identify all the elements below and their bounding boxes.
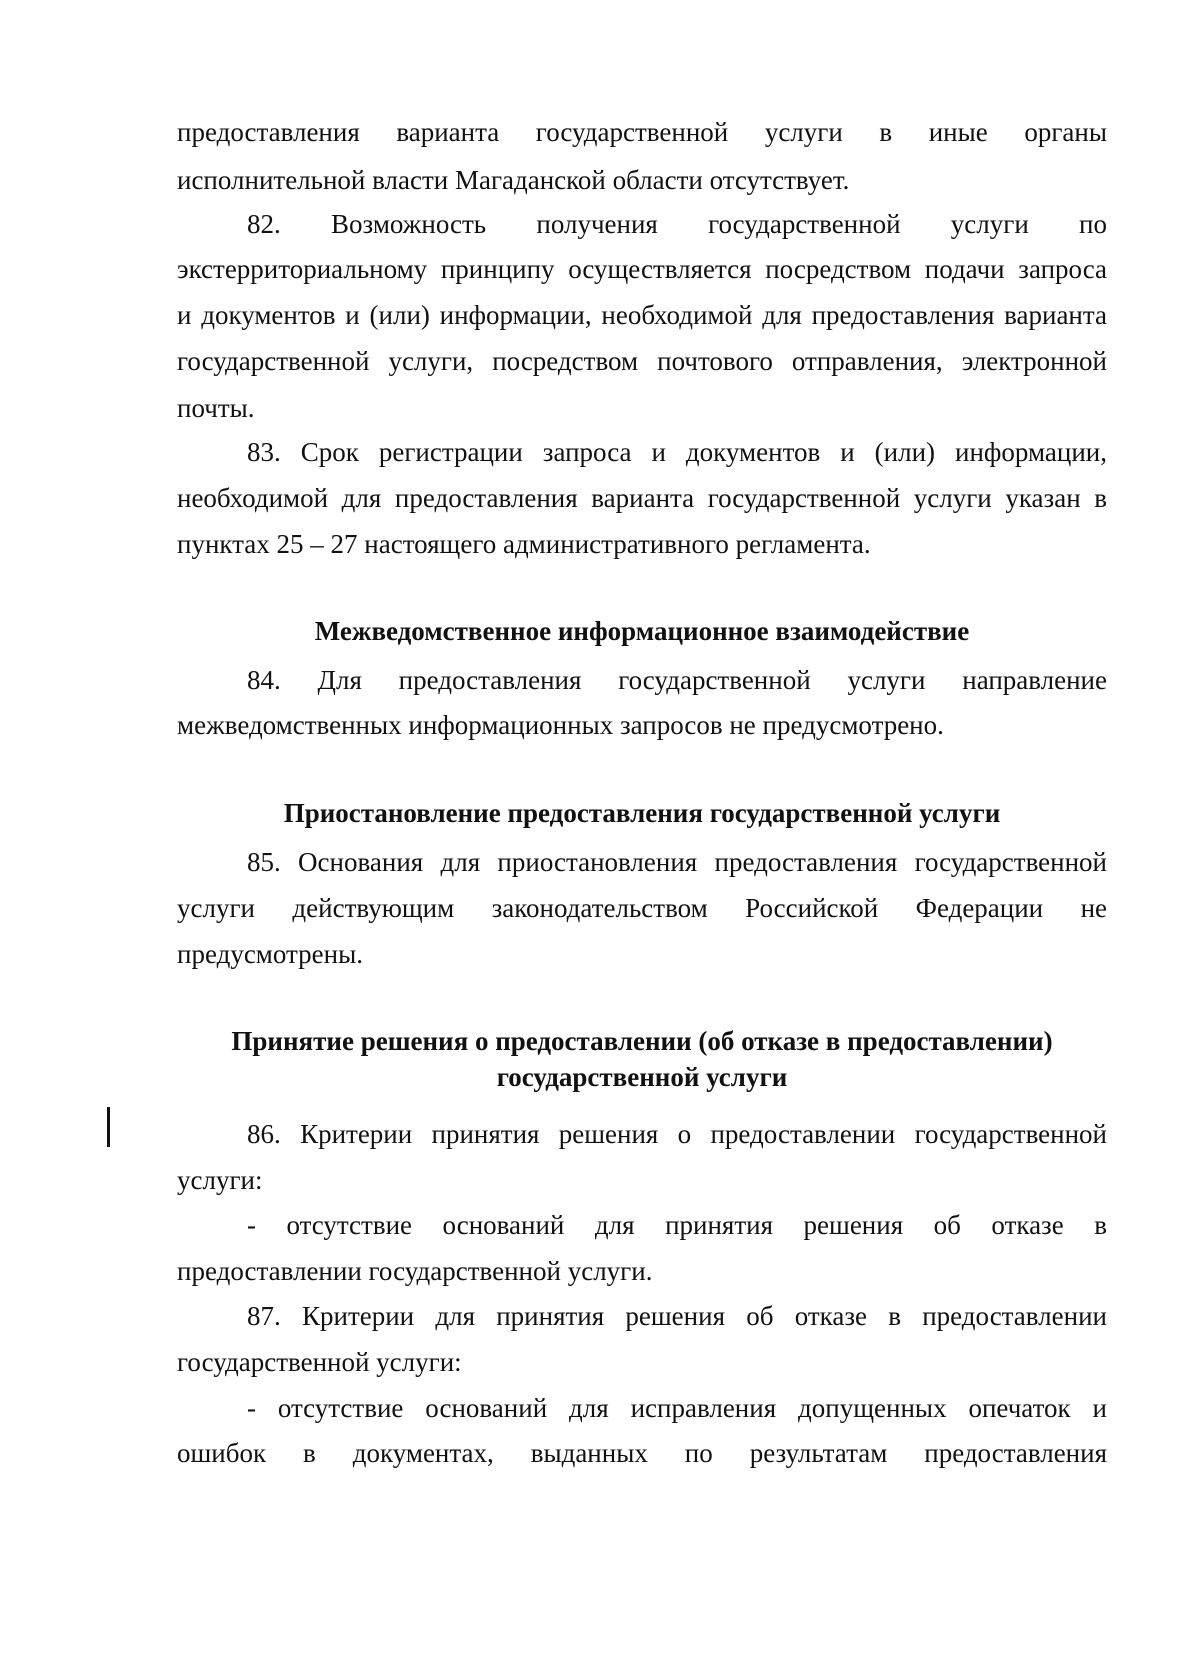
text-line: предусмотрены. (177, 939, 363, 969)
text-line: исполнительной власти Магаданской области отсутствует. (177, 165, 850, 195)
paragraph-85-first-line: 85. Основания для приостановления предоставления государственной (247, 847, 1107, 877)
text-line: предоставлении государственной услуги. (177, 1256, 653, 1286)
text-line: предоставления варианта государственной услуги в иные органы (177, 117, 1107, 147)
paragraph-83-first-line: 83. Срок регистрации запроса и документов и (или) информации, (247, 437, 1107, 467)
paragraph-86-first-line: 86. Критерии принятия решения о предоставлении государственной (247, 1119, 1107, 1149)
text-line: межведомственных информационных запросов не предусмотрено. (177, 710, 944, 740)
text-line: необходимой для предоставления варианта государственной услуги указан в (177, 483, 1107, 513)
text-line: ошибок в документах, выданных по результатам предоставления (177, 1438, 1107, 1468)
text-line: государственной услуги, посредством почтового отправления, электронной (177, 346, 1107, 376)
margin-mark (107, 1107, 110, 1147)
text-line: государственной услуги: (177, 1347, 462, 1377)
paragraph-84-first-line: 84. Для предоставления государственной услуги направление (247, 665, 1107, 695)
text-line: экстерриториальному принципу осуществляется посредством подачи запроса (177, 254, 1107, 284)
section-heading: Межведомственное информационное взаимодействие (314, 616, 970, 646)
text-line: и документов и (или) информации, необходимой для предоставления варианта (177, 300, 1107, 330)
text-line: услуги: (177, 1165, 263, 1195)
section-heading-continued: государственной услуги (496, 1062, 788, 1092)
section-heading: Принятие решения о предоставлении (об отказе в предоставлении) (231, 1026, 1053, 1056)
text-line: услуги действующим законодательством Российской Федерации не (177, 893, 1107, 923)
paragraph-87-first-line: 87. Критерии для принятия решения об отказе в предоставлении (247, 1301, 1107, 1331)
list-item-line: - отсутствие оснований для принятия решения об отказе в (247, 1210, 1107, 1240)
paragraph-82-first-line: 82. Возможность получения государственной услуги по (247, 209, 1107, 239)
list-item-line: - отсутствие оснований для исправления допущенных опечаток и (247, 1393, 1107, 1423)
section-heading: Приостановление предоставления государственной услуги (283, 798, 1001, 828)
text-line: пунктах 25 – 27 настоящего административного регламента. (177, 529, 871, 559)
text-line: почты. (177, 393, 255, 423)
